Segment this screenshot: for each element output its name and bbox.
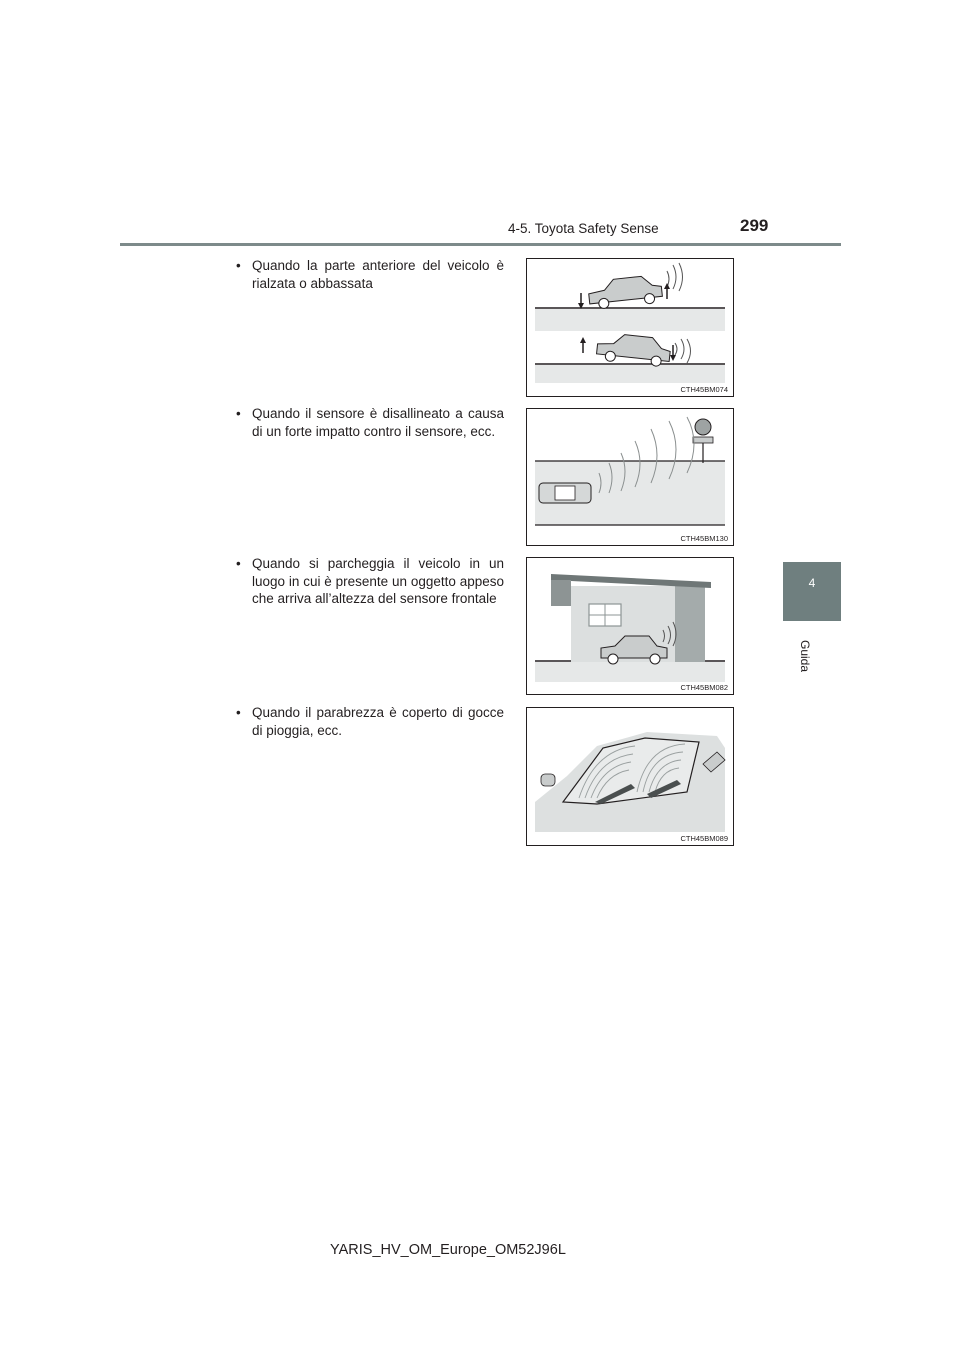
bullet-text: Quando il parabrezza è coperto di gocce di pioggia, ecc. [252, 705, 504, 738]
figure-code: CTH45BM089 [680, 834, 728, 843]
chapter-label: Guida [798, 640, 812, 673]
bullet-item [236, 704, 504, 739]
figure-vehicle-pitch [526, 258, 734, 397]
figure-code: CTH45BM074 [680, 385, 728, 394]
header-rule [120, 243, 841, 246]
chapter-tab [783, 562, 841, 621]
header-section-title: 4-5. Toyota Safety Sense [508, 221, 659, 236]
figure-sensor-misaligned [526, 408, 734, 546]
bullet-item [236, 257, 504, 292]
bullet-text: Quando si parcheggia il veicolo in un luogo in cui è presente un oggetto appeso che arriva all’altezza del sensore frontale [252, 556, 504, 606]
bullet-item [236, 405, 504, 440]
bullet-mark: • [236, 556, 241, 571]
figure-hanging-object [526, 557, 734, 695]
figure-code: CTH45BM130 [680, 534, 728, 543]
page-number: 299 [740, 216, 769, 235]
bullet-mark: • [236, 258, 241, 273]
bullet-mark: • [236, 406, 241, 421]
figure-rain-windshield [526, 707, 734, 846]
bullet-item [236, 555, 504, 608]
bullet-text: Quando il sensore è disallineato a causa di un forte impatto contro il sensore, ecc. [252, 406, 504, 439]
bullet-text: Quando la parte anteriore del veicolo è rialzata o abbassata [252, 258, 504, 291]
bullet-mark: • [236, 705, 241, 720]
footer-document-id: YARIS_HV_OM_Europe_OM52J96L [330, 1242, 566, 1258]
chapter-number: 4 [808, 576, 816, 590]
figure-code: CTH45BM082 [680, 683, 728, 692]
